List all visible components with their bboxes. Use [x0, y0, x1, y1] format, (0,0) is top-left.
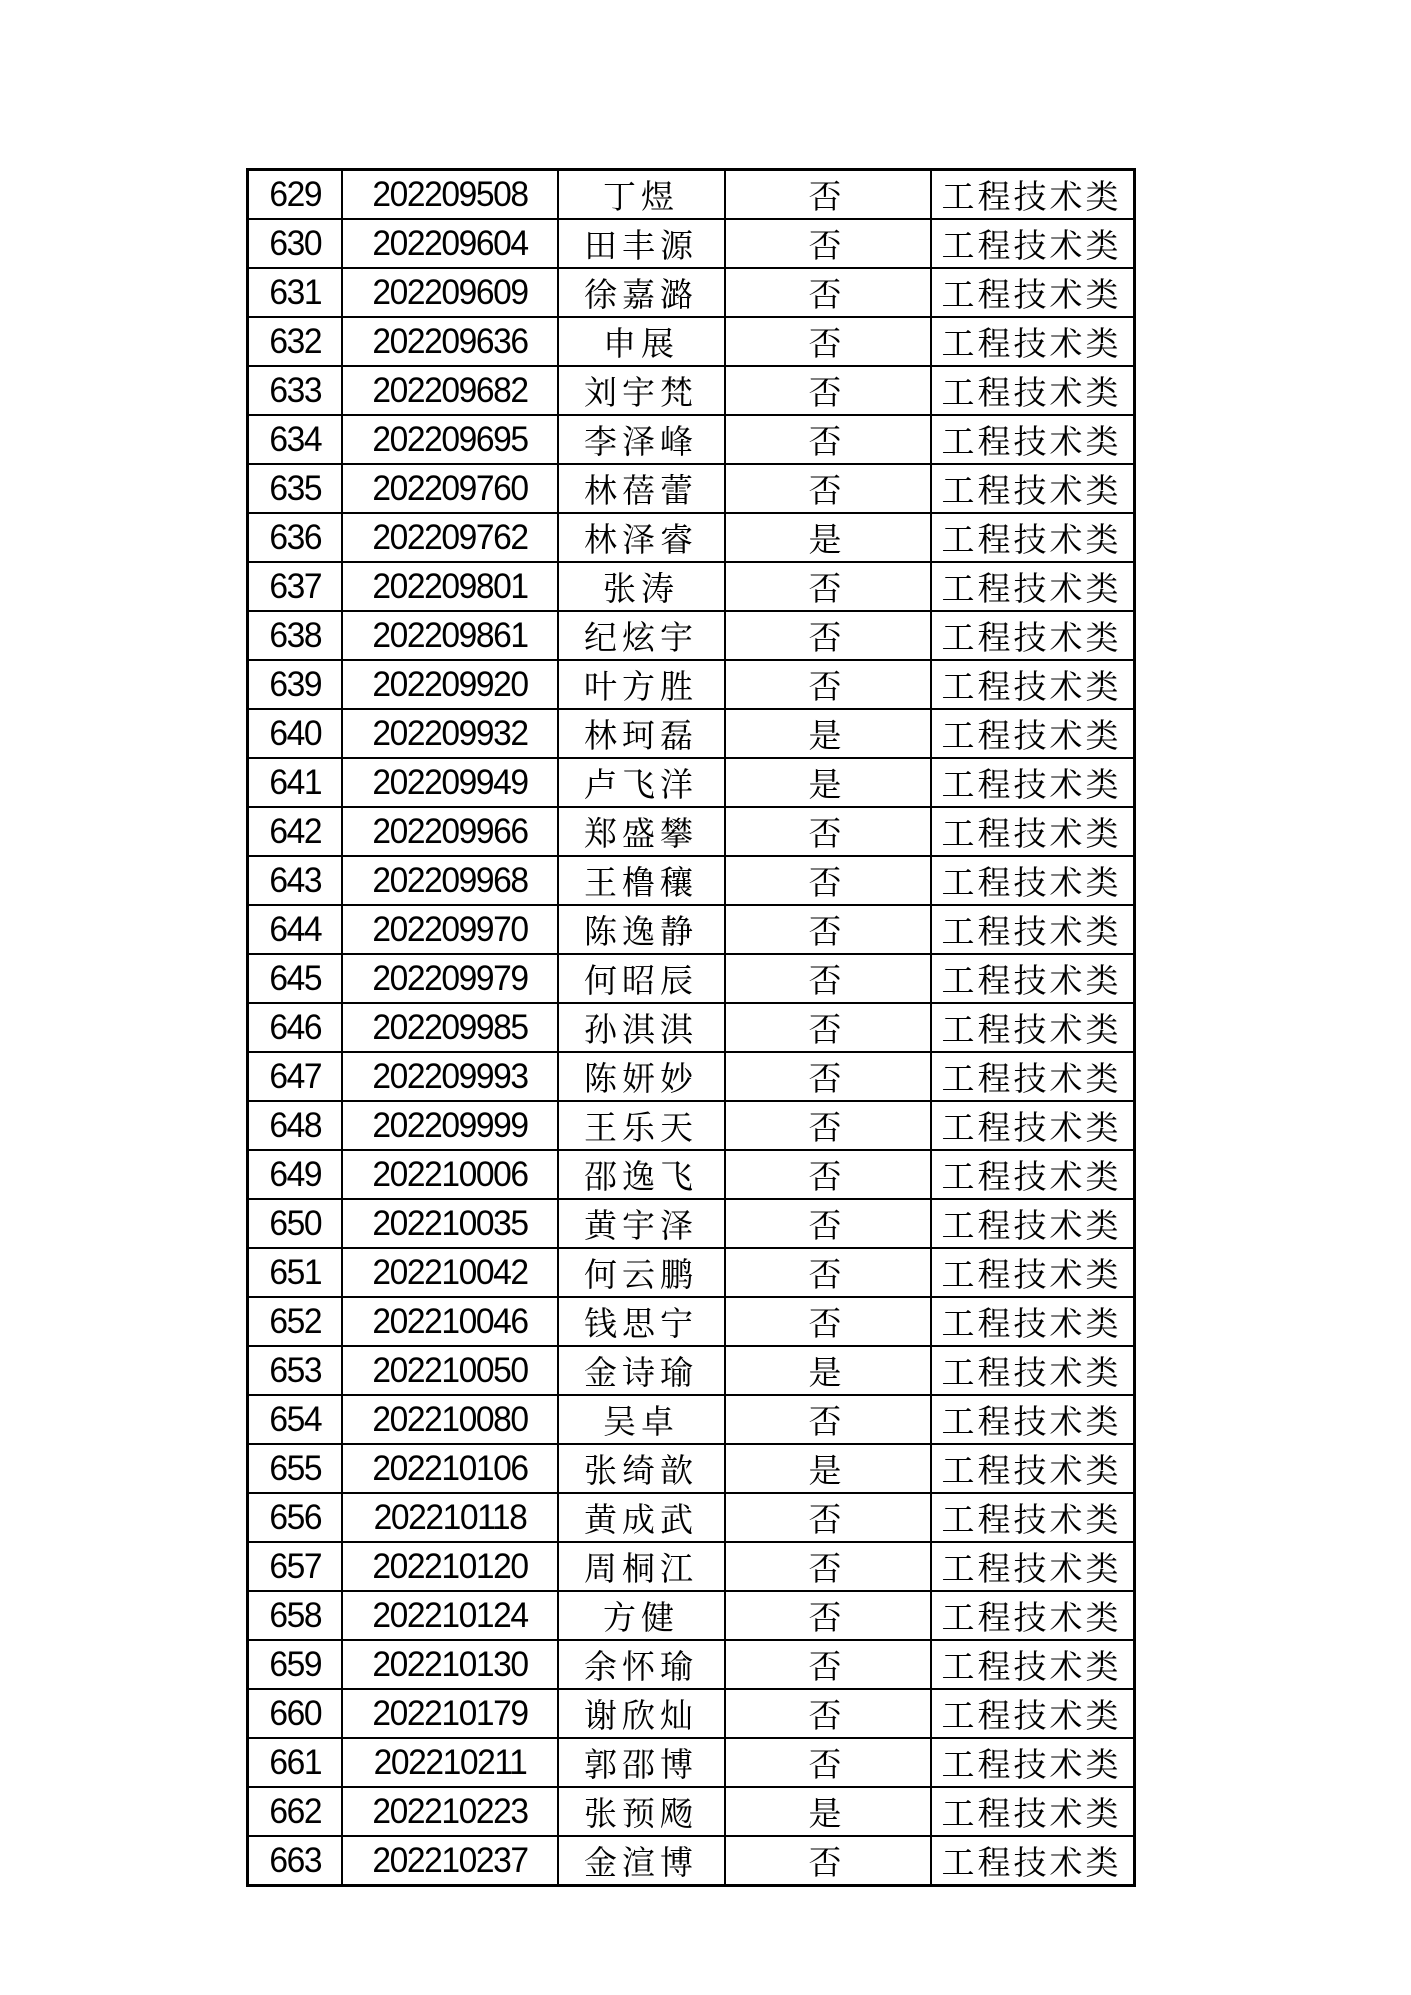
row-number-cell: 660	[249, 1689, 339, 1738]
student-name-cell: 余怀瑜	[558, 1640, 725, 1689]
category-cell: 工程技术类	[931, 1689, 1135, 1738]
student-name-cell: 谢欣灿	[558, 1689, 725, 1738]
student-name-cell: 何云鹏	[558, 1248, 725, 1297]
table-row	[248, 807, 1135, 856]
flag-cell: 否	[725, 611, 931, 660]
student-name-cell: 林蓓蕾	[558, 464, 725, 513]
table-row	[248, 1248, 1135, 1297]
flag-cell: 是	[725, 1444, 931, 1493]
row-number-cell: 641	[249, 758, 339, 807]
row-number-cell: 661	[249, 1738, 339, 1787]
student-name-cell: 刘宇梵	[558, 366, 725, 415]
student-name-cell: 孙淇淇	[558, 1003, 725, 1052]
flag-cell: 否	[725, 317, 931, 366]
table-row	[248, 905, 1135, 954]
row-number-cell: 655	[249, 1444, 339, 1493]
category-cell: 工程技术类	[931, 170, 1135, 220]
table-row	[248, 1150, 1135, 1199]
flag-cell: 否	[725, 856, 931, 905]
student-name-cell: 陈逸静	[558, 905, 725, 954]
student-id-cell: 202210035	[346, 1199, 553, 1248]
table-row	[248, 1591, 1135, 1640]
table-row	[248, 1003, 1135, 1052]
table-row	[248, 758, 1135, 807]
row-number-cell: 663	[249, 1836, 339, 1886]
table-row	[248, 1640, 1135, 1689]
table-row	[248, 954, 1135, 1003]
flag-cell: 是	[725, 513, 931, 562]
student-name-cell: 纪炫宇	[558, 611, 725, 660]
student-name-cell: 吴卓	[558, 1395, 725, 1444]
student-name-cell: 王乐天	[558, 1101, 725, 1150]
row-number-cell: 646	[249, 1003, 339, 1052]
student-name-cell: 叶方胜	[558, 660, 725, 709]
student-id-cell: 202210046	[346, 1297, 553, 1346]
category-cell: 工程技术类	[931, 611, 1135, 660]
category-cell: 工程技术类	[931, 562, 1135, 611]
student-id-cell: 202209968	[346, 856, 553, 905]
student-id-cell: 202209609	[346, 268, 553, 317]
row-number-cell: 647	[249, 1052, 339, 1101]
student-name-cell: 金渲博	[558, 1836, 725, 1886]
student-name-cell: 卢飞洋	[558, 758, 725, 807]
table-row	[248, 1738, 1135, 1787]
category-cell: 工程技术类	[931, 1395, 1135, 1444]
row-number-cell: 631	[249, 268, 339, 317]
category-cell: 工程技术类	[931, 1591, 1135, 1640]
table-row	[248, 1052, 1135, 1101]
row-number-cell: 640	[249, 709, 339, 758]
category-cell: 工程技术类	[931, 317, 1135, 366]
student-id-cell: 202209762	[346, 513, 553, 562]
row-number-cell: 639	[249, 660, 339, 709]
flag-cell: 否	[725, 219, 931, 268]
flag-cell: 否	[725, 366, 931, 415]
flag-cell: 否	[725, 1493, 931, 1542]
student-name-cell: 郑盛攀	[558, 807, 725, 856]
table-row	[248, 1493, 1135, 1542]
table-row	[248, 1346, 1135, 1395]
table-row	[248, 366, 1135, 415]
student-id-cell: 202209966	[346, 807, 553, 856]
student-name-cell: 钱思宁	[558, 1297, 725, 1346]
category-cell: 工程技术类	[931, 1297, 1135, 1346]
student-id-cell: 202210006	[346, 1150, 553, 1199]
category-cell: 工程技术类	[931, 1493, 1135, 1542]
flag-cell: 否	[725, 1248, 931, 1297]
table-row	[248, 415, 1135, 464]
flag-cell: 否	[725, 1150, 931, 1199]
row-number-cell: 634	[249, 415, 339, 464]
table-row	[248, 1101, 1135, 1150]
student-id-cell: 202209979	[346, 954, 553, 1003]
row-number-cell: 636	[249, 513, 339, 562]
student-name-cell: 申展	[558, 317, 725, 366]
flag-cell: 否	[725, 1297, 931, 1346]
category-cell: 工程技术类	[931, 905, 1135, 954]
flag-cell: 是	[725, 1787, 931, 1836]
student-name-cell: 王橹穰	[558, 856, 725, 905]
category-cell: 工程技术类	[931, 1199, 1135, 1248]
student-id-cell: 202209760	[346, 464, 553, 513]
flag-cell: 是	[725, 1346, 931, 1395]
flag-cell: 否	[725, 905, 931, 954]
flag-cell: 否	[725, 1199, 931, 1248]
row-number-cell: 650	[249, 1199, 339, 1248]
student-name-cell: 李泽峰	[558, 415, 725, 464]
table-row	[248, 464, 1135, 513]
table-row	[248, 317, 1135, 366]
student-id-cell: 202209932	[346, 709, 553, 758]
category-cell: 工程技术类	[931, 464, 1135, 513]
student-name-cell: 周桐江	[558, 1542, 725, 1591]
student-id-cell: 202209949	[346, 758, 553, 807]
row-number-cell: 649	[249, 1150, 339, 1199]
student-name-cell: 田丰源	[558, 219, 725, 268]
student-name-cell: 陈妍妙	[558, 1052, 725, 1101]
category-cell: 工程技术类	[931, 415, 1135, 464]
category-cell: 工程技术类	[931, 758, 1135, 807]
student-id-cell: 202209985	[346, 1003, 553, 1052]
student-id-cell: 202209993	[346, 1052, 553, 1101]
student-name-cell: 黄宇泽	[558, 1199, 725, 1248]
student-name-cell: 张绮歆	[558, 1444, 725, 1493]
student-id-cell: 202210223	[346, 1787, 553, 1836]
category-cell: 工程技术类	[931, 1248, 1135, 1297]
row-number-cell: 637	[249, 562, 339, 611]
table-row	[248, 856, 1135, 905]
flag-cell: 是	[725, 709, 931, 758]
student-id-cell: 202209508	[346, 170, 553, 220]
table-row	[248, 513, 1135, 562]
student-name-cell: 郭邵博	[558, 1738, 725, 1787]
row-number-cell: 630	[249, 219, 339, 268]
row-number-cell: 629	[249, 170, 339, 220]
student-name-cell: 邵逸飞	[558, 1150, 725, 1199]
student-id-cell: 202209970	[346, 905, 553, 954]
category-cell: 工程技术类	[931, 219, 1135, 268]
category-cell: 工程技术类	[931, 1003, 1135, 1052]
row-number-cell: 656	[249, 1493, 339, 1542]
category-cell: 工程技术类	[931, 1346, 1135, 1395]
row-number-cell: 635	[249, 464, 339, 513]
flag-cell: 否	[725, 1101, 931, 1150]
row-number-cell: 644	[249, 905, 339, 954]
student-name-cell: 徐嘉潞	[558, 268, 725, 317]
student-name-cell: 张涛	[558, 562, 725, 611]
student-id-cell: 202210237	[346, 1836, 553, 1886]
student-name-cell: 张预飏	[558, 1787, 725, 1836]
category-cell: 工程技术类	[931, 1738, 1135, 1787]
category-cell: 工程技术类	[931, 1052, 1135, 1101]
table-row	[248, 1787, 1135, 1836]
table-row	[248, 170, 1135, 220]
category-cell: 工程技术类	[931, 513, 1135, 562]
row-number-cell: 658	[249, 1591, 339, 1640]
student-id-cell: 202210211	[346, 1738, 553, 1787]
flag-cell: 否	[725, 1738, 931, 1787]
row-number-cell: 652	[249, 1297, 339, 1346]
student-id-cell: 202209999	[346, 1101, 553, 1150]
category-cell: 工程技术类	[931, 1787, 1135, 1836]
student-id-cell: 202210124	[346, 1591, 553, 1640]
student-name-cell: 林泽睿	[558, 513, 725, 562]
flag-cell: 否	[725, 1640, 931, 1689]
student-name-cell: 黄成武	[558, 1493, 725, 1542]
row-number-cell: 657	[249, 1542, 339, 1591]
row-number-cell: 653	[249, 1346, 339, 1395]
row-number-cell: 638	[249, 611, 339, 660]
row-number-cell: 654	[249, 1395, 339, 1444]
row-number-cell: 659	[249, 1640, 339, 1689]
flag-cell: 否	[725, 1591, 931, 1640]
flag-cell: 否	[725, 464, 931, 513]
student-id-cell: 202210080	[346, 1395, 553, 1444]
student-name-cell: 林珂磊	[558, 709, 725, 758]
flag-cell: 是	[725, 758, 931, 807]
category-cell: 工程技术类	[931, 660, 1135, 709]
row-number-cell: 645	[249, 954, 339, 1003]
category-cell: 工程技术类	[931, 1542, 1135, 1591]
student-name-cell: 丁煜	[558, 170, 725, 220]
table-row	[248, 709, 1135, 758]
student-id-cell: 202210118	[346, 1493, 553, 1542]
flag-cell: 否	[725, 1052, 931, 1101]
flag-cell: 否	[725, 807, 931, 856]
flag-cell: 否	[725, 1395, 931, 1444]
row-number-cell: 633	[249, 366, 339, 415]
flag-cell: 否	[725, 415, 931, 464]
row-number-cell: 662	[249, 1787, 339, 1836]
table-row	[248, 1199, 1135, 1248]
table-row	[248, 611, 1135, 660]
table-row	[248, 660, 1135, 709]
table-row	[248, 219, 1135, 268]
table-row	[248, 1542, 1135, 1591]
student-id-cell: 202209920	[346, 660, 553, 709]
category-cell: 工程技术类	[931, 1444, 1135, 1493]
category-cell: 工程技术类	[931, 807, 1135, 856]
student-name-cell: 金诗瑜	[558, 1346, 725, 1395]
table-row	[248, 562, 1135, 611]
student-id-cell: 202209801	[346, 562, 553, 611]
student-id-cell: 202210130	[346, 1640, 553, 1689]
row-number-cell: 643	[249, 856, 339, 905]
student-name-cell: 方健	[558, 1591, 725, 1640]
student-id-cell: 202210106	[346, 1444, 553, 1493]
flag-cell: 否	[725, 1003, 931, 1052]
category-cell: 工程技术类	[931, 1150, 1135, 1199]
row-number-cell: 642	[249, 807, 339, 856]
flag-cell: 否	[725, 268, 931, 317]
category-cell: 工程技术类	[931, 856, 1135, 905]
category-cell: 工程技术类	[931, 1640, 1135, 1689]
table-row	[248, 268, 1135, 317]
flag-cell: 否	[725, 170, 931, 220]
category-cell: 工程技术类	[931, 954, 1135, 1003]
row-number-cell: 632	[249, 317, 339, 366]
row-number-cell: 648	[249, 1101, 339, 1150]
student-id-cell: 202209695	[346, 415, 553, 464]
student-id-cell: 202210120	[346, 1542, 553, 1591]
flag-cell: 否	[725, 954, 931, 1003]
category-cell: 工程技术类	[931, 1101, 1135, 1150]
category-cell: 工程技术类	[931, 709, 1135, 758]
table-row	[248, 1689, 1135, 1738]
student-id-cell: 202209636	[346, 317, 553, 366]
student-id-cell: 202210179	[346, 1689, 553, 1738]
category-cell: 工程技术类	[931, 1836, 1135, 1886]
table-row	[248, 1836, 1135, 1886]
row-number-cell: 651	[249, 1248, 339, 1297]
student-id-cell: 202209604	[346, 219, 553, 268]
table-body	[248, 170, 1135, 1886]
student-list-table	[246, 168, 1136, 1887]
student-id-cell: 202210050	[346, 1346, 553, 1395]
table-row	[248, 1444, 1135, 1493]
table-row	[248, 1395, 1135, 1444]
flag-cell: 否	[725, 1689, 931, 1738]
flag-cell: 否	[725, 562, 931, 611]
flag-cell: 否	[725, 660, 931, 709]
student-id-cell: 202210042	[346, 1248, 553, 1297]
flag-cell: 否	[725, 1542, 931, 1591]
category-cell: 工程技术类	[931, 268, 1135, 317]
table-row	[248, 1297, 1135, 1346]
category-cell: 工程技术类	[931, 366, 1135, 415]
student-id-cell: 202209861	[346, 611, 553, 660]
student-id-cell: 202209682	[346, 366, 553, 415]
student-name-cell: 何昭辰	[558, 954, 725, 1003]
flag-cell: 否	[725, 1836, 931, 1886]
